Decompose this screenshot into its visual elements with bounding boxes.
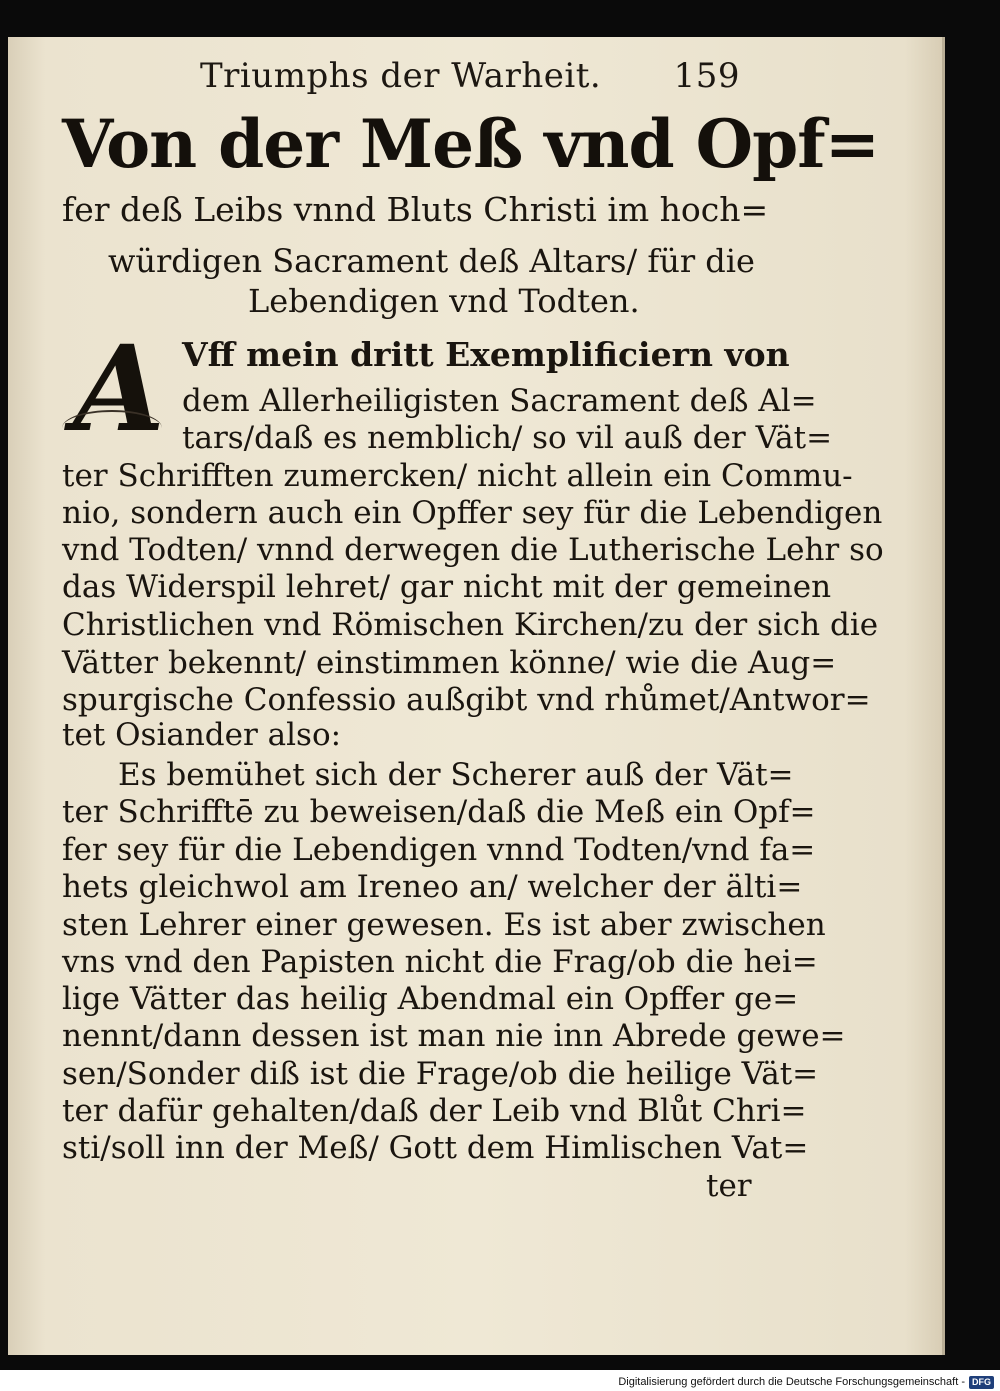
body-line: Es bemühet sich der Scherer auß der Vät= <box>118 757 794 793</box>
chapter-title-line-2: fer deß Leibs vnnd Bluts Christi im hoch= <box>62 190 769 229</box>
chapter-title-line-1: Von der Meß vnd Opf= <box>62 105 879 183</box>
body-line: tars/daß es nemblich/ so vil auß der Vät= <box>182 420 833 456</box>
body-line: Christlichen vnd Römischen Kirchen/zu der sich die <box>62 607 879 643</box>
chapter-title-line-4: Lebendigen vnd Todten. <box>248 282 640 320</box>
initial-flourish <box>62 410 162 446</box>
body-line: nennt/dann dessen ist man nie inn Abrede gewe= <box>62 1018 846 1054</box>
body-line: sti/soll inn der Meß/ Gott dem Himlischen Vat= <box>62 1130 809 1166</box>
catchword: ter <box>706 1168 752 1204</box>
dfg-logo-icon: DFG <box>969 1376 994 1389</box>
body-line: das Widerspil lehret/ gar nicht mit der gemeinen <box>62 569 832 605</box>
body-line: ter Schrifften zumercken/ nicht allein ein Commu- <box>62 458 853 494</box>
digitization-footer <box>618 1374 994 1390</box>
body-line: sten Lehrer einer gewesen. Es ist aber zwischen <box>62 907 826 943</box>
body-line: spurgische Confessio außgibt vnd rhůmet/Antwor= <box>62 682 871 718</box>
body-line: ter Schrifftē zu beweisen/daß die Meß ein Opf= <box>62 794 816 830</box>
chapter-title-line-3: würdigen Sacrament deß Altars/ für die <box>108 242 755 280</box>
body-line: dem Allerheiligisten Sacrament deß Al= <box>182 383 817 419</box>
body-line: tet Osiander also: <box>62 717 342 753</box>
page-number: 159 <box>673 56 740 96</box>
running-head <box>200 56 760 104</box>
body-line: nio, sondern auch ein Opffer sey für die Lebendigen <box>62 495 883 531</box>
body-line: hets gleichwol am Ireneo an/ welcher der älti= <box>62 869 803 905</box>
decorated-initial: A <box>73 319 165 458</box>
body-line: vns vnd den Papisten nicht die Frag/ob die hei= <box>62 944 818 980</box>
body-line: fer sey für die Lebendigen vnnd Todten/vnd fa= <box>62 832 816 868</box>
body-line: lige Vätter das heilig Abendmal ein Opffer ge= <box>62 981 799 1017</box>
body-line: Vätter bekennt/ einstimmen könne/ wie die Aug= <box>62 645 837 681</box>
body-line: ter dafür gehalten/daß der Leib vnd Blůt Chri= <box>62 1093 807 1129</box>
running-head-title: Triumphs der Warheit. <box>200 56 602 96</box>
body-line: sen/Sonder diß ist die Frage/ob die heilige Vät= <box>62 1056 819 1092</box>
body-line: Vff mein dritt Exemplificiern von <box>182 335 790 374</box>
body-line: vnd Todten/ vnnd derwegen die Lutherische Lehr so <box>62 532 884 568</box>
funding-notice: Digitalisierung gefördert durch die Deutsche Forschungsgemeinschaft - <box>618 1376 965 1388</box>
